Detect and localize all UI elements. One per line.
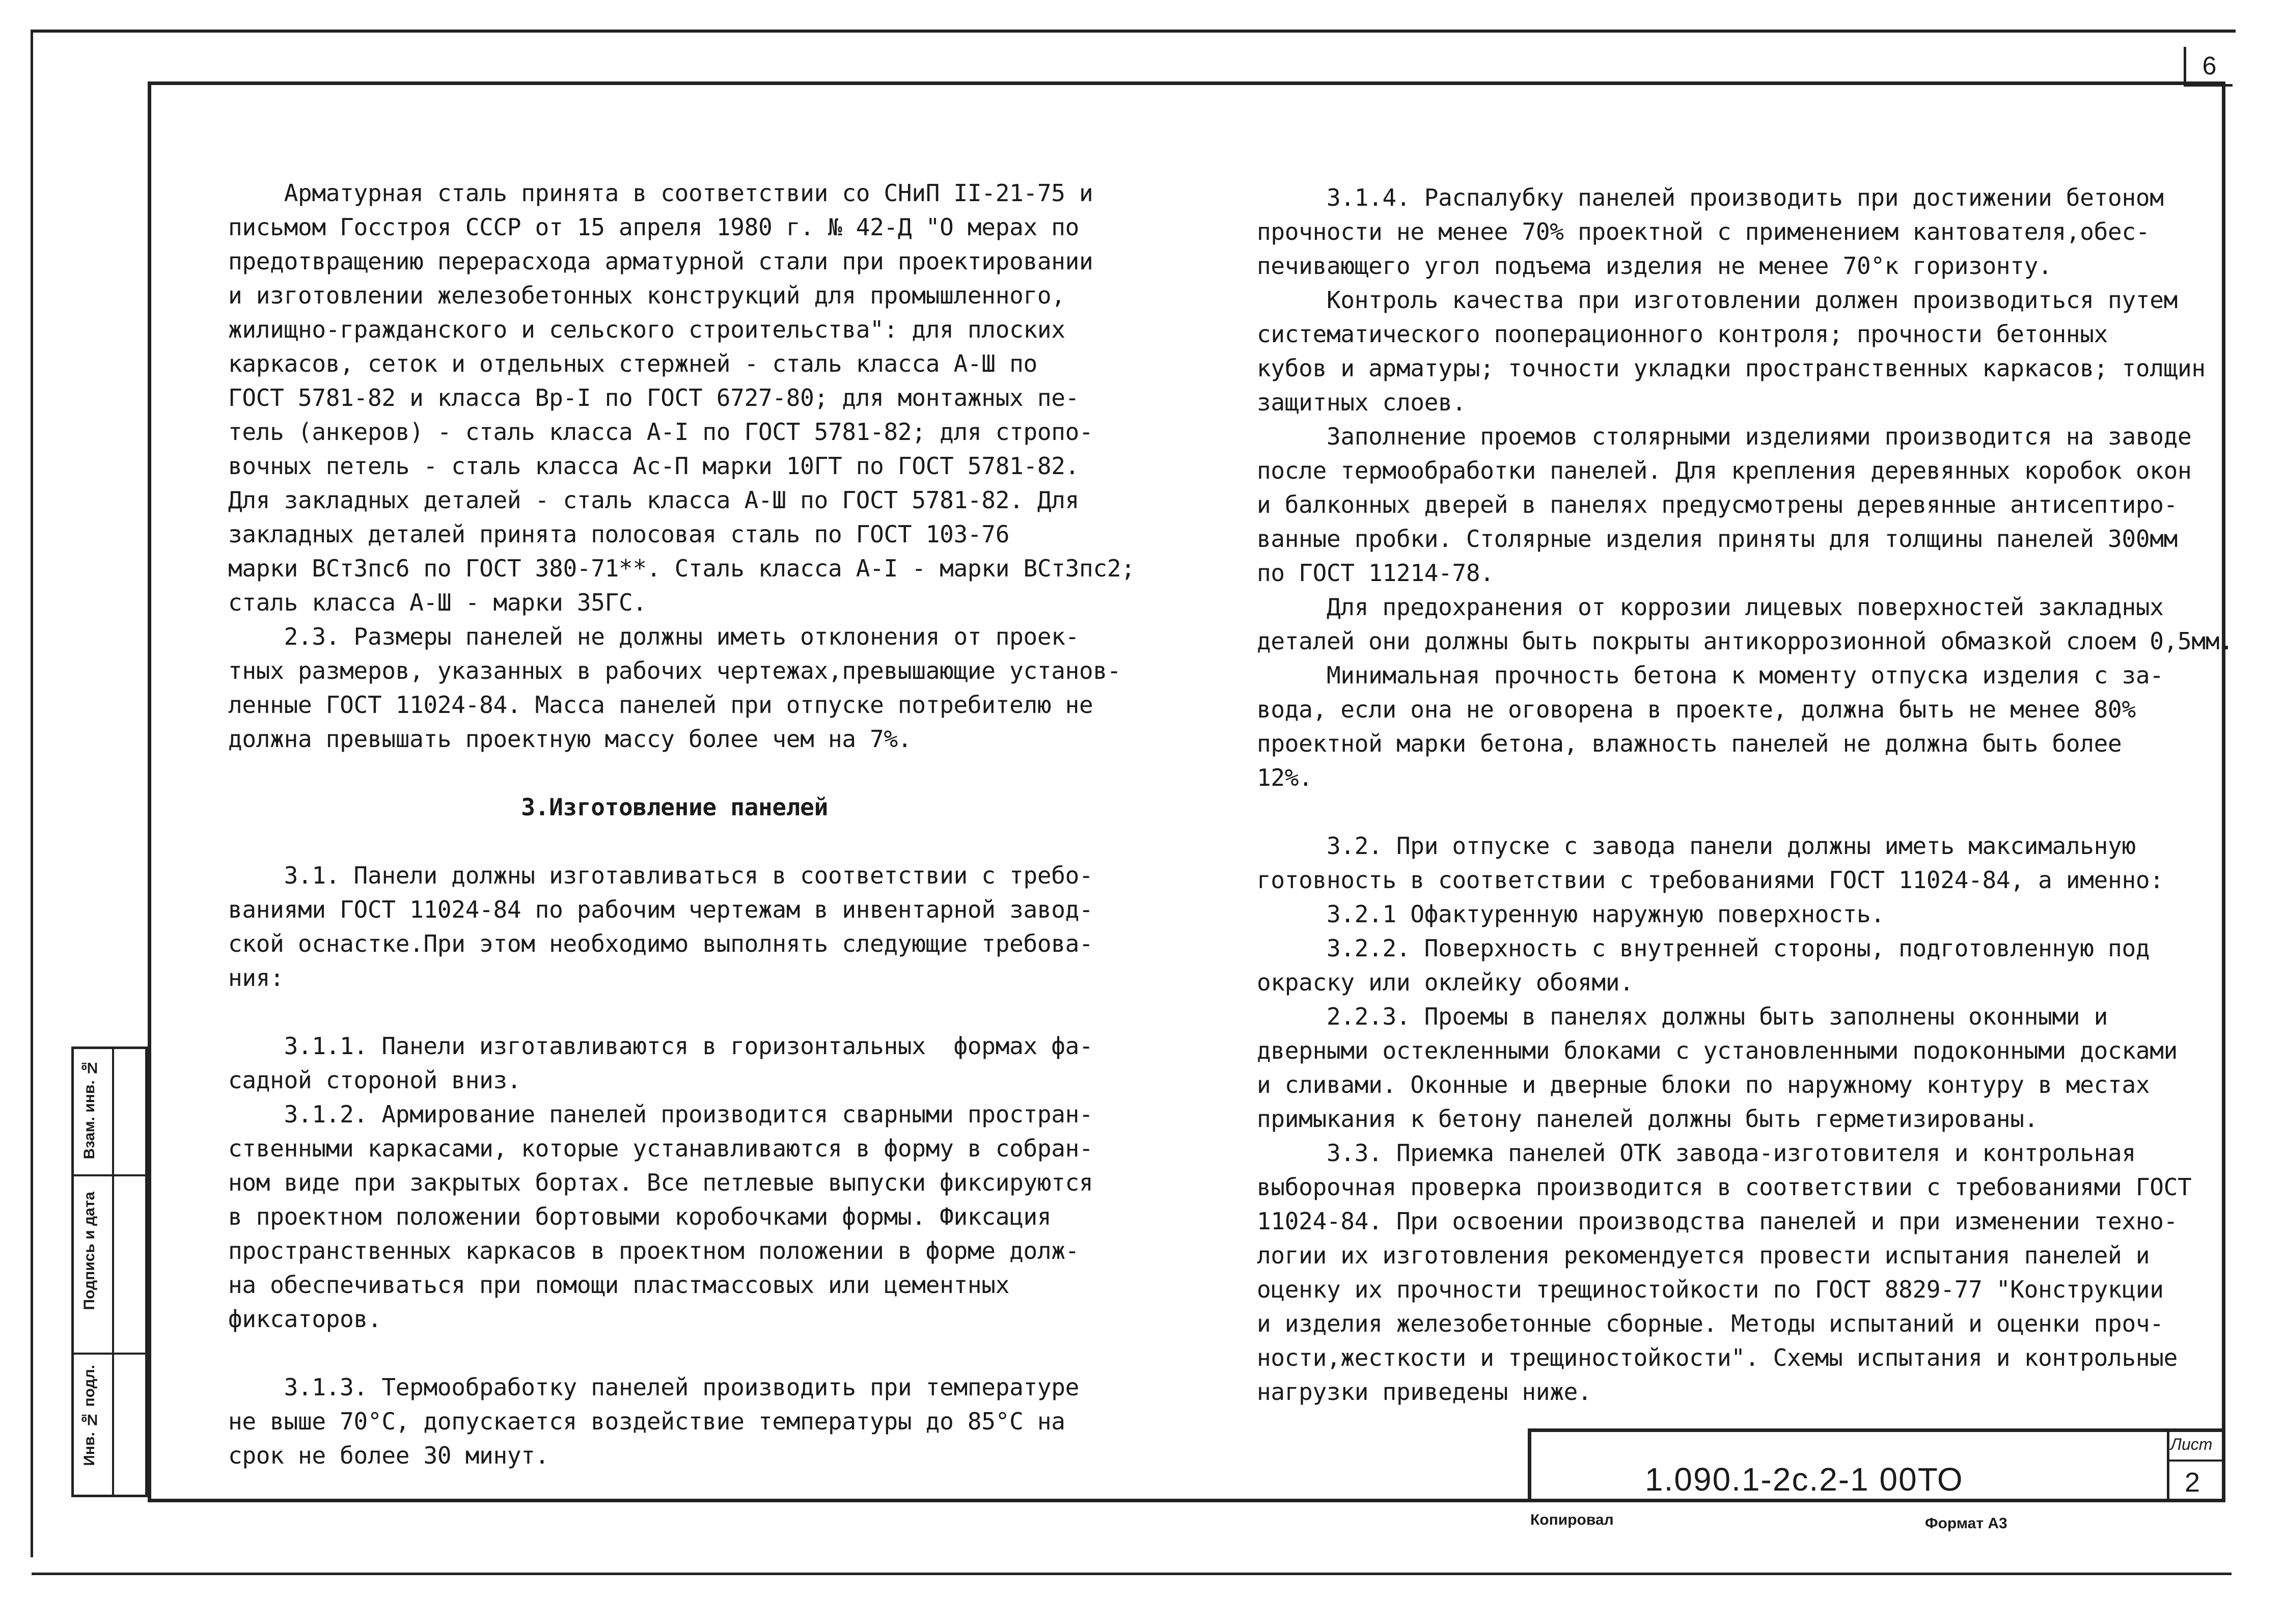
text-line: закладных деталей принята полосовая сталь по ГОСТ 103-76: [228, 520, 1010, 548]
text-line: логии их изготовления рекомендуется провести испытания панелей и: [1257, 1242, 2150, 1269]
text-line: защитных слоев.: [1257, 389, 1466, 416]
sidebar-label-inventory: Инв. № подл.: [81, 1365, 98, 1466]
sidebar-label-replacement: Взам. инв. №: [81, 1059, 98, 1160]
sidebar-label-signature: Подпись и дата: [81, 1192, 98, 1310]
text-line: срок не более 30 минут.: [228, 1442, 549, 1469]
text-line: письмом Госстроя СССР от 15 апреля 1980 г. № 42-Д "О мерах по: [228, 213, 1080, 241]
text-line: ваниями ГОСТ 11024-84 по рабочим чертежам в инвентарной завод-: [228, 896, 1093, 923]
text-line: вочных петель - сталь класса Ас-П марки 10ГТ по ГОСТ 5781-82.: [228, 452, 1080, 480]
text-line: ГОСТ 5781-82 и класса Вр-I по ГОСТ 6727-80; для монтажных пе-: [228, 384, 1080, 411]
text-line: вода, если она не оговорена в проекте, должна быть не менее 80%: [1257, 696, 2136, 723]
text-line: 3.2.2. Поверхность с внутренней стороны, подготовленную под: [1257, 934, 2150, 962]
text-line: предотвращению перерасхода арматурной стали при проектировании: [228, 247, 1093, 275]
text-line: фиксаторов.: [228, 1305, 382, 1333]
text-line: тель (анкеров) - сталь класса A-I по ГОСТ 5781-82; для стропо-: [228, 418, 1093, 446]
text-line: систематического пооперационного контроля; прочности бетонных: [1257, 320, 2108, 348]
text-line: каркасов, сеток и отдельных стержней - сталь класса А-Ш по: [228, 350, 1037, 377]
text-line: [228, 824, 1135, 859]
text-line: 3.1. Панели должны изготавливаться в соответствии с требо-: [228, 862, 1093, 889]
sidebar-cell-signature: [74, 1176, 145, 1355]
text-line: не выше 70°С, допускается воздействие температуры до 85°С на: [228, 1408, 1065, 1435]
text-line: Для предохранения от коррозии лицевых поверхностей закладных: [1257, 593, 2164, 621]
approval-sidebar: [71, 1047, 148, 1497]
text-line: 3.1.1. Панели изготавливаются в горизонтальных формах фа-: [228, 1032, 1093, 1060]
right-text-column: [1257, 181, 2234, 1409]
text-line: 12%.: [1257, 764, 1313, 791]
text-line: окраску или оклейку обоями.: [1257, 969, 1634, 996]
text-line: марки ВСт3пс6 по ГОСТ 380-71**. Сталь класса A-I - марки ВСт3пс2;: [228, 555, 1135, 582]
text-line: пространственных каркасов в проектном положении в форме долж-: [228, 1237, 1080, 1264]
text-line: [1257, 795, 2234, 829]
text-line: 3.1.3. Термообработку панелей производить при температуре: [228, 1373, 1080, 1401]
text-line: на обеспечиваться при помощи пластмассовых или цементных: [228, 1271, 1010, 1299]
page-number: 6: [2184, 47, 2233, 87]
text-line: примыкания к бетону панелей должны быть герметизированы.: [1257, 1105, 2039, 1133]
text-line: и сливами. Оконные и дверные блоки по наружному контуру в местах: [1257, 1071, 2150, 1098]
text-line: Минимальная прочность бетона к моменту отпуска изделия с за-: [1257, 662, 2164, 689]
text-line: [228, 756, 1135, 790]
text-line: деталей они должны быть покрыты антикоррозионной обмазкой слоем 0,5мм.: [1257, 627, 2234, 655]
text-line: жилищно-гражданского и сельского строительства": для плоских: [228, 316, 1065, 343]
text-line: 2.3. Размеры панелей не должны иметь отклонения от проек-: [228, 623, 1080, 650]
sidebar-cell-inventory: [74, 1355, 145, 1495]
text-line: тных размеров, указанных в рабочих чертежах,превышающие установ-: [228, 657, 1121, 684]
text-line: садной стороной вниз.: [228, 1066, 521, 1094]
copied-by-label: Копировал: [1530, 1511, 1614, 1528]
section-heading: 3.Изготовление панелей: [228, 793, 828, 821]
text-line: в проектном положении бортовыми коробочками формы. Фиксация: [228, 1203, 1052, 1230]
text-line: готовность в соответствии с требованиями ГОСТ 11024-84, а именно:: [1257, 866, 2164, 894]
text-line: сталь класса А-Ш - марки 35ГС.: [228, 589, 647, 616]
text-line: Контроль качества при изготовлении должен производиться путем: [1257, 286, 2178, 314]
text-line: прочности не менее 70% проектной с применением кантователя,обес-: [1257, 218, 2150, 245]
text-line: 3.1.2. Армирование панелей производится сварными простран-: [228, 1100, 1093, 1128]
text-line: кубов и арматуры; точности укладки пространственных каркасов; толщин: [1257, 354, 2206, 382]
sheet-number: 2: [2185, 1467, 2200, 1498]
sheet-cell-divider: [2167, 1460, 2224, 1462]
text-line: 3.2.1 Офактуренную наружную поверхность.: [1257, 900, 1885, 928]
text-line: выборочная проверка производится в соответствии с требованиями ГОСТ: [1257, 1173, 2192, 1201]
text-line: ской оснастке.При этом необходимо выполнять следующие требова-: [228, 930, 1093, 957]
bottom-rule: [32, 1573, 2232, 1575]
text-line: нагрузки приведены ниже.: [1257, 1378, 1592, 1406]
text-line: 3.3. Приемка панелей ОТК завода-изготовителя и контрольная: [1257, 1139, 2136, 1167]
text-line: и балконных дверей в панелях предусмотрены деревянные антисептиро-: [1257, 491, 2178, 518]
text-line: Арматурная сталь принята в соответствии со СНиП II-21-75 и: [228, 179, 1093, 207]
text-line: после термообработки панелей. Для крепления деревянных коробок окон: [1257, 457, 2192, 484]
text-line: дверными остекленными блоками с установленными подоконными досками: [1257, 1037, 2178, 1064]
text-line: 2.2.3. Проемы в панелях должны быть заполнены оконными и: [1257, 1003, 2108, 1030]
sidebar-cell-replacement: [74, 1049, 145, 1176]
text-line: 3.2. При отпуске с завода панели должны иметь максимальную: [1257, 832, 2136, 860]
text-line: проектной марки бетона, влажность панелей не должна быть более: [1257, 730, 2122, 757]
sheet-label: Лист: [2170, 1435, 2213, 1453]
text-line: и изделия железобетонные сборные. Методы испытаний и оценки проч-: [1257, 1310, 2164, 1337]
text-line: должна превышать проектную массу более чем на 7%.: [228, 725, 912, 753]
text-line: ванные пробки. Столярные изделия приняты для толщины панелей 300мм: [1257, 525, 2178, 553]
text-line: [228, 995, 1135, 1029]
text-line: оценку их прочности трещиностойкости по ГОСТ 8829-77 "Конструкции: [1257, 1276, 2164, 1303]
text-line: ленные ГОСТ 11024-84. Масса панелей при отпуске потребителю не: [228, 691, 1093, 719]
left-text-column: [228, 176, 1135, 1473]
text-line: 3.1.4. Распалубку панелей производить при достижении бетоном: [1257, 184, 2164, 211]
text-line: ности,жесткости и трещиностойкости". Схемы испытания и контрольные: [1257, 1344, 2178, 1371]
text-line: Заполнение проемов столярными изделиями производится на заводе: [1257, 423, 2192, 450]
text-line: и изготовлении железобетонных конструкций для промышленного,: [228, 282, 1065, 309]
document-designation: 1.090.1-2с.2-1 00ТО: [1645, 1461, 1964, 1498]
text-line: 11024-84. При освоении производства панелей и при изменении техно-: [1257, 1207, 2178, 1235]
text-line: ния:: [228, 964, 284, 992]
text-line: [228, 1336, 1135, 1370]
text-line: печивающего угол подъема изделия не менее 70°к горизонту.: [1257, 252, 2052, 280]
format-label: Формат А3: [1925, 1515, 2007, 1532]
text-line: Для закладных деталей - сталь класса А-Ш по ГОСТ 5781-82. Для: [228, 486, 1080, 514]
text-line: ном виде при закрытых бортах. Все петлевые выпуски фиксируются: [228, 1169, 1093, 1196]
text-line: ственными каркасами, которые устанавливаются в форму в собран-: [228, 1135, 1093, 1162]
text-line: по ГОСТ 11214-78.: [1257, 559, 1494, 587]
